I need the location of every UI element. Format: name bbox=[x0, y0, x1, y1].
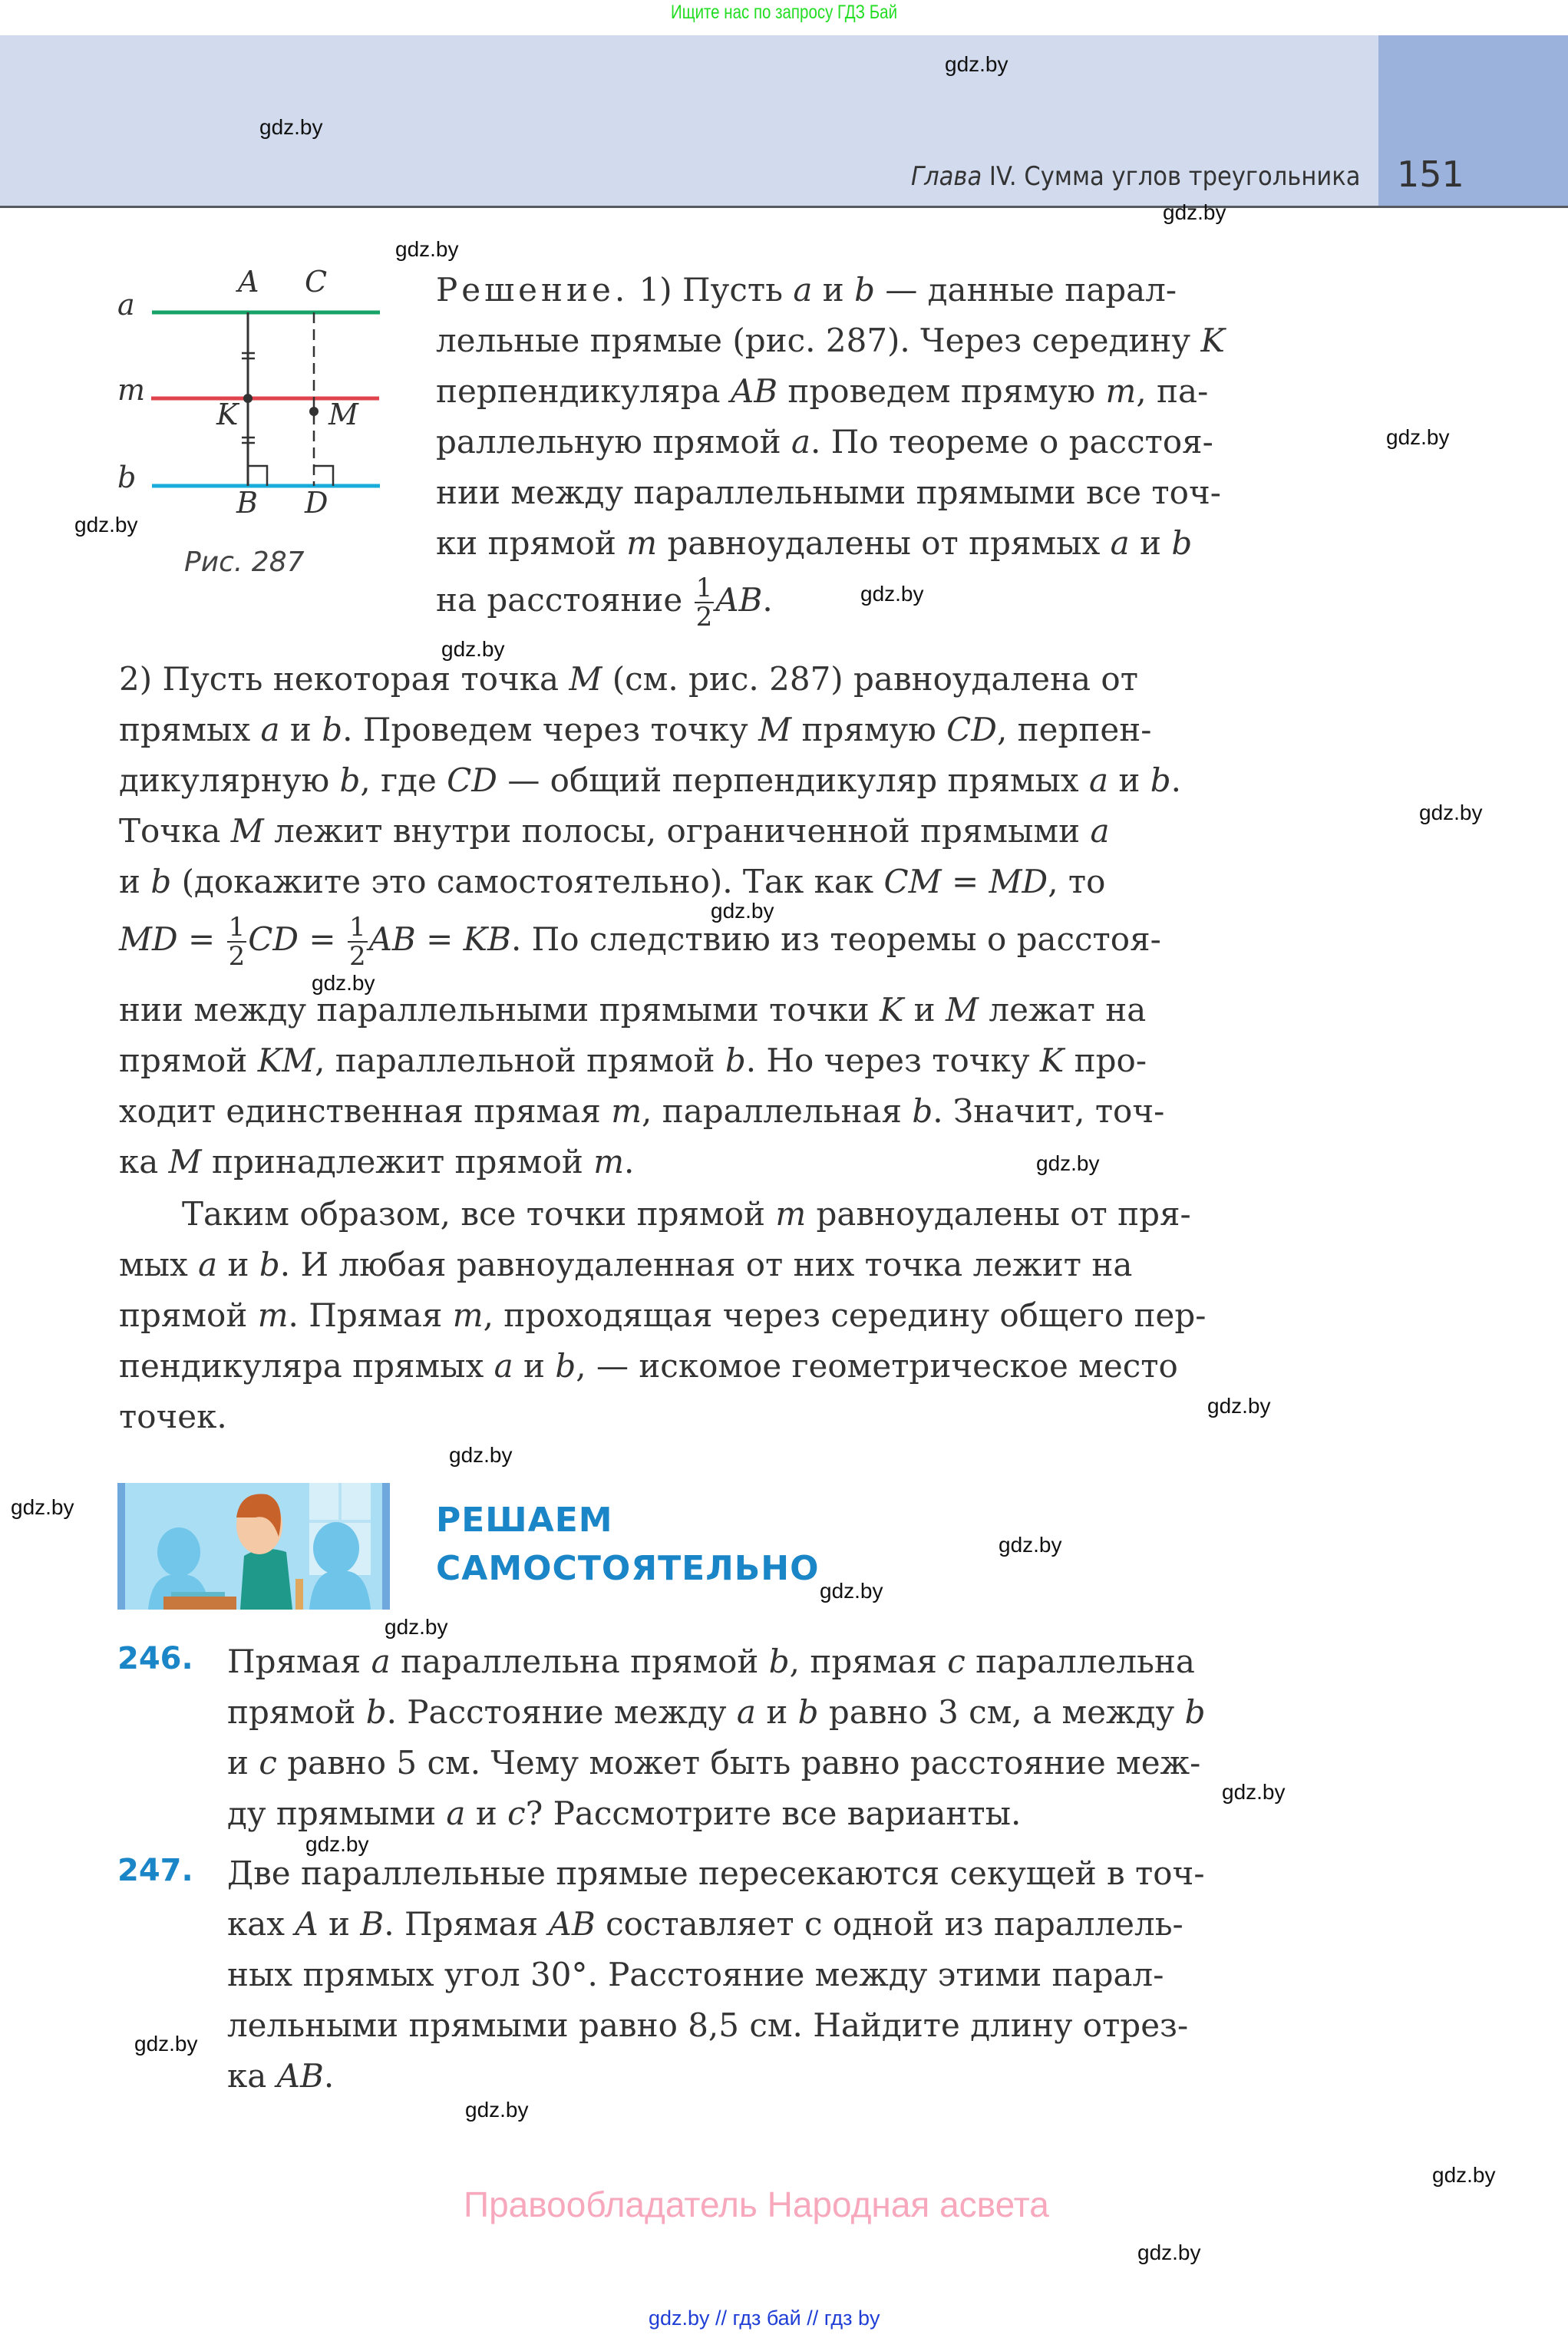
watermark: gdz.by bbox=[1222, 1780, 1286, 1804]
solution-line-6: ки прямой m равноудалены от прямых a и b bbox=[436, 524, 1193, 562]
watermark: gdz.by bbox=[134, 2032, 198, 2056]
solution-line-2: лельные прямые (рис. 287). Через середину K bbox=[436, 322, 1225, 359]
solution-line-1: Решение. 1) Пусть a и b — данные парал- bbox=[436, 271, 1177, 309]
watermark: gdz.by bbox=[945, 52, 1008, 76]
part2-line-6: MD = $\frac{1}{2}$ CD = $\frac{1}{2}$ AB = KB. По следствию из теоремы о расстоя- bbox=[119, 912, 1161, 972]
figure-caption: Рис. 287 bbox=[184, 547, 305, 578]
watermark: gdz.by bbox=[1137, 2241, 1201, 2264]
watermark: gdz.by bbox=[441, 637, 505, 661]
ex247-line-1: Две параллельные прямые пересекаются секущей в точ- bbox=[227, 1854, 1205, 1892]
top-search-banner: Ищите нас по запросу ГДЗ Бай bbox=[670, 2, 898, 23]
section-title-line-2: САМОСТОЯТЕЛЬНО bbox=[436, 1549, 820, 1588]
conclusion-line-4: пендикуляра прямых a и b, — искомое геометрическое место bbox=[119, 1347, 1178, 1385]
watermark: gdz.by bbox=[395, 237, 459, 261]
header-divider bbox=[0, 206, 1568, 208]
page-number: 151 bbox=[1397, 154, 1464, 195]
label-K: K bbox=[216, 398, 239, 431]
part2-line-10: ка M принадлежит прямой m. bbox=[119, 1143, 635, 1181]
ex246-line-4: ду прямыми a и c? Рассмотрите все варианты. bbox=[227, 1795, 1022, 1832]
watermark: gdz.by bbox=[860, 582, 924, 606]
watermark: gdz.by bbox=[999, 1533, 1062, 1557]
conclusion-line-3: прямой m. Прямая m, проходящая через середину общего пер- bbox=[119, 1296, 1207, 1334]
ex246-line-3: и c равно 5 см. Чему может быть равно расстояние меж- bbox=[227, 1744, 1201, 1782]
ex247-line-4: лельными прямыми равно 8,5 см. Найдите длину отрез- bbox=[227, 2006, 1189, 2044]
label-a: a bbox=[117, 288, 135, 322]
label-A: A bbox=[238, 265, 259, 299]
label-C: C bbox=[305, 265, 328, 299]
watermark: gdz.by bbox=[1432, 2163, 1496, 2187]
watermark: gdz.by bbox=[711, 899, 774, 923]
chapter-name: IV. Сумма углов треугольника bbox=[981, 161, 1360, 192]
figure-287-diagram bbox=[107, 261, 430, 507]
section-title-line-1: РЕШАЕМ bbox=[436, 1501, 613, 1540]
solution-line-7: на расстояние $\frac{1}{2}$ AB. bbox=[436, 573, 773, 632]
watermark: gdz.by bbox=[259, 115, 323, 139]
watermark: gdz.by bbox=[305, 1832, 369, 1856]
watermark: gdz.by bbox=[465, 2098, 529, 2122]
watermark: gdz.by bbox=[449, 1443, 513, 1467]
point-m bbox=[309, 407, 319, 416]
watermark: gdz.by bbox=[312, 971, 375, 995]
chapter-title bbox=[911, 161, 1360, 192]
watermark: gdz.by bbox=[385, 1615, 448, 1639]
part2-line-4: Точка M лежит внутри полосы, ограниченной прямыми a bbox=[119, 812, 1110, 850]
watermark: gdz.by bbox=[1163, 200, 1226, 224]
fraction-half: $\frac{1}{2}$ bbox=[695, 573, 713, 632]
label-m: m bbox=[117, 373, 146, 407]
label-M: M bbox=[328, 398, 358, 431]
students-illustration bbox=[117, 1483, 390, 1610]
exercise-number-247: 247. bbox=[117, 1853, 193, 1888]
part2-line-1: 2) Пусть некоторая точка M (см. рис. 287) равноудалена от bbox=[119, 660, 1138, 698]
watermark: gdz.by bbox=[1036, 1151, 1100, 1175]
part2-line-3: дикулярную b, где CD — общий перпендикуляр прямых a и b. bbox=[119, 761, 1181, 799]
watermark: gdz.by bbox=[1207, 1394, 1271, 1418]
chapter-prefix: Глава bbox=[910, 161, 982, 192]
solution-line-3: перпендикуляра AB проведем прямую m, па- bbox=[436, 372, 1209, 410]
ex247-line-2: ках A и B. Прямая AB составляет с одной из параллель- bbox=[227, 1905, 1183, 1943]
footer-links[interactable]: gdz.by // гдз бай // гдз by bbox=[649, 2307, 880, 2330]
ex247-line-3: ных прямых угол 30°. Расстояние между этими парал- bbox=[227, 1956, 1164, 1993]
ex247-line-5: ка AB. bbox=[227, 2057, 335, 2095]
part2-line-7: нии между параллельными прямыми точки K и M лежат на bbox=[119, 991, 1147, 1029]
ex246-line-2: прямой b. Расстояние между a и b равно 3 см, а между b bbox=[227, 1693, 1206, 1731]
part2-line-8: прямой KM, параллельной прямой b. Но через точку K про- bbox=[119, 1042, 1147, 1079]
conclusion-line-5: точек. bbox=[119, 1398, 227, 1435]
label-D: D bbox=[305, 486, 328, 520]
ex246-line-1: Прямая a параллельна прямой b, прямая c параллельна bbox=[227, 1643, 1195, 1680]
point-k bbox=[243, 394, 253, 403]
watermark: gdz.by bbox=[1419, 801, 1483, 824]
copyright-notice: Правообладатель Народная асвета bbox=[464, 2184, 1049, 2224]
watermark: gdz.by bbox=[820, 1579, 883, 1603]
watermark: gdz.by bbox=[1386, 425, 1450, 449]
label-B: B bbox=[236, 486, 258, 520]
label-b: b bbox=[117, 461, 137, 494]
solution-line-4: раллельную прямой a. По теореме о расстоя- bbox=[436, 423, 1213, 461]
part2-line-9: ходит единственная прямая m, параллельная b. Значит, точ- bbox=[119, 1092, 1165, 1130]
exercise-number-246: 246. bbox=[117, 1641, 193, 1676]
part2-line-2: прямых a и b. Проведем через точку M прямую CD, перпен- bbox=[119, 711, 1152, 748]
conclusion-line-1: Таким образом, все точки прямой m равноудалены от пря- bbox=[182, 1195, 1191, 1233]
part2-line-5: и b (докажите это самостоятельно). Так как CM = MD, то bbox=[119, 863, 1106, 900]
watermark: gdz.by bbox=[74, 513, 138, 537]
solution-line-5: нии между параллельными прямыми все точ- bbox=[436, 474, 1221, 511]
watermark: gdz.by bbox=[11, 1495, 74, 1519]
conclusion-line-2: мых a и b. И любая равноудаленная от них точка лежит на bbox=[119, 1246, 1133, 1283]
